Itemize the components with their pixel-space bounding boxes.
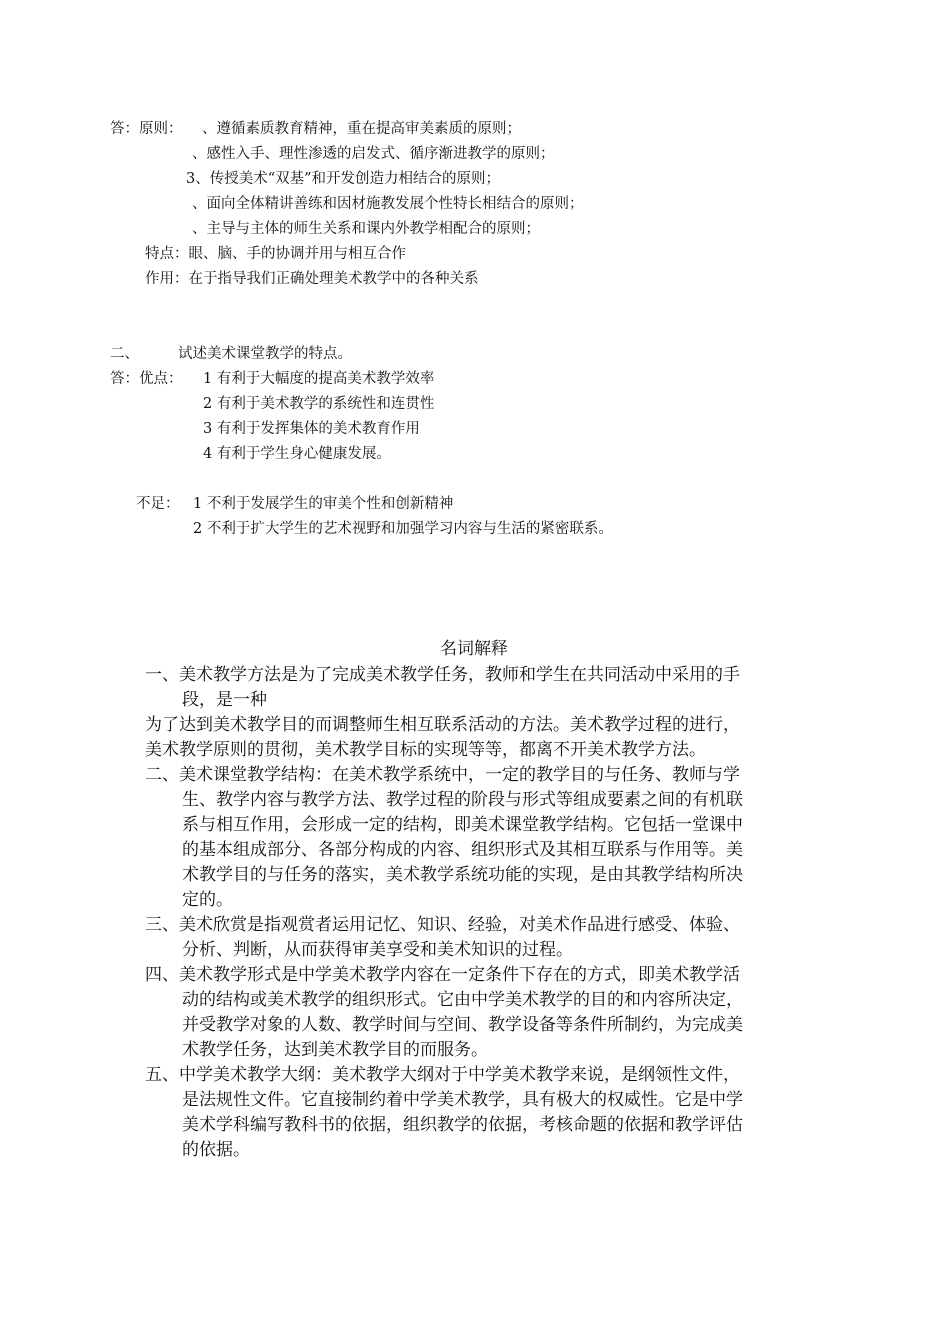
principle-item-5: 、主导与主体的师生关系和课内外教学相配合的原则； (192, 221, 540, 237)
principle-effect: 作用：在于指导我们正确处理美术教学中的各种关系 (145, 271, 479, 287)
principle-item-2: 、感性入手、理性渗透的启发式、循序渐进教学的原则； (192, 146, 555, 162)
term-line: 是法规性文件。它直接制约着中学美术教学，具有极大的权威性。它是中学 (182, 1090, 743, 1110)
term-line: 的基本组成部分、各部分构成的内容、组织形式及其相互联系与作用等。美 (182, 840, 743, 860)
term-line: 动的结构或美术教学的组织形式。它由中学美术教学的目的和内容所决定， (182, 990, 743, 1010)
term-line: 的依据。 (182, 1140, 250, 1160)
question2-text: 试述美术课堂教学的特点。 (178, 346, 352, 362)
disadvantage-item-1: 1 不利于发展学生的审美个性和创新精神 (193, 496, 454, 512)
principle-item-3: 3、传授美术“双基”和开发创造力相结合的原则； (186, 171, 501, 187)
advantage-item-1: 1 有利于大幅度的提高美术教学效率 (203, 371, 435, 387)
term-line: 三、美术欣赏是指观赏者运用记忆、知识、经验，对美术作品进行感受、体验、 (145, 915, 740, 935)
advantage-item-2: 2 有利于美术教学的系统性和连贯性 (203, 396, 435, 412)
principle-item-4: 、面向全体精讲善练和因材施教发展个性特长相结合的原则； (192, 196, 584, 212)
term-line: 分析、判断，从而获得审美享受和美术知识的过程。 (182, 940, 573, 960)
advantage-item-4: 4 有利于学生身心健康发展。 (203, 446, 391, 462)
term-line: 术教学目的与任务的落实，美术教学系统功能的实现，是由其教学结构所决 (182, 865, 743, 885)
question2-number: 二、 (110, 346, 139, 362)
principle-feature: 特点：眼、脑、手的协调并用与相互合作 (145, 246, 406, 262)
term-line: 一、美术教学方法是为了完成美术教学任务，教师和学生在共同活动中采用的手 (145, 665, 740, 685)
term-line: 段，是一种 (182, 690, 267, 710)
term-line: 五、中学美术教学大纲：美术教学大纲对于中学美术教学来说，是纲领性文件， (145, 1065, 740, 1085)
answer1-label: 答：原则： (110, 121, 183, 137)
terms-heading: 名词解释 (440, 639, 508, 659)
disadvantage-label: 不足： (136, 496, 180, 512)
term-line: 生、教学内容与教学方法、教学过程的阶段与形式等组成要素之间的有机联 (182, 790, 743, 810)
term-line: 美术教学原则的贯彻，美术教学目标的实现等等，都离不开美术教学方法。 (145, 740, 706, 760)
term-line: 术教学任务，达到美术教学目的而服务。 (182, 1040, 488, 1060)
term-line: 四、美术教学形式是中学美术教学内容在一定条件下存在的方式，即美术教学活 (145, 965, 740, 985)
term-line: 为了达到美术教学目的而调整师生相互联系活动的方法。美术教学过程的进行， (145, 715, 740, 735)
disadvantage-item-2: 2 不利于扩大学生的艺术视野和加强学习内容与生活的紧密联系。 (193, 521, 613, 537)
advantage-item-3: 3 有利于发挥集体的美术教育作用 (203, 421, 420, 437)
term-line: 系与相互作用，会形成一定的结构，即美术课堂教学结构。它包括一堂课中 (182, 815, 743, 835)
answer2-label: 答：优点： (110, 371, 183, 387)
term-line: 美术学科编写教科书的依据，组织教学的依据，考核命题的依据和教学评估 (182, 1115, 743, 1135)
term-line: 二、美术课堂教学结构：在美术教学系统中，一定的教学目的与任务、教师与学 (145, 765, 740, 785)
term-line: 定的。 (182, 890, 233, 910)
term-line: 并受教学对象的人数、教学时间与空间、教学设备等条件所制约，为完成美 (182, 1015, 743, 1035)
principle-item-1: 、遵循素质教育精神，重在提高审美素质的原则； (202, 121, 521, 137)
